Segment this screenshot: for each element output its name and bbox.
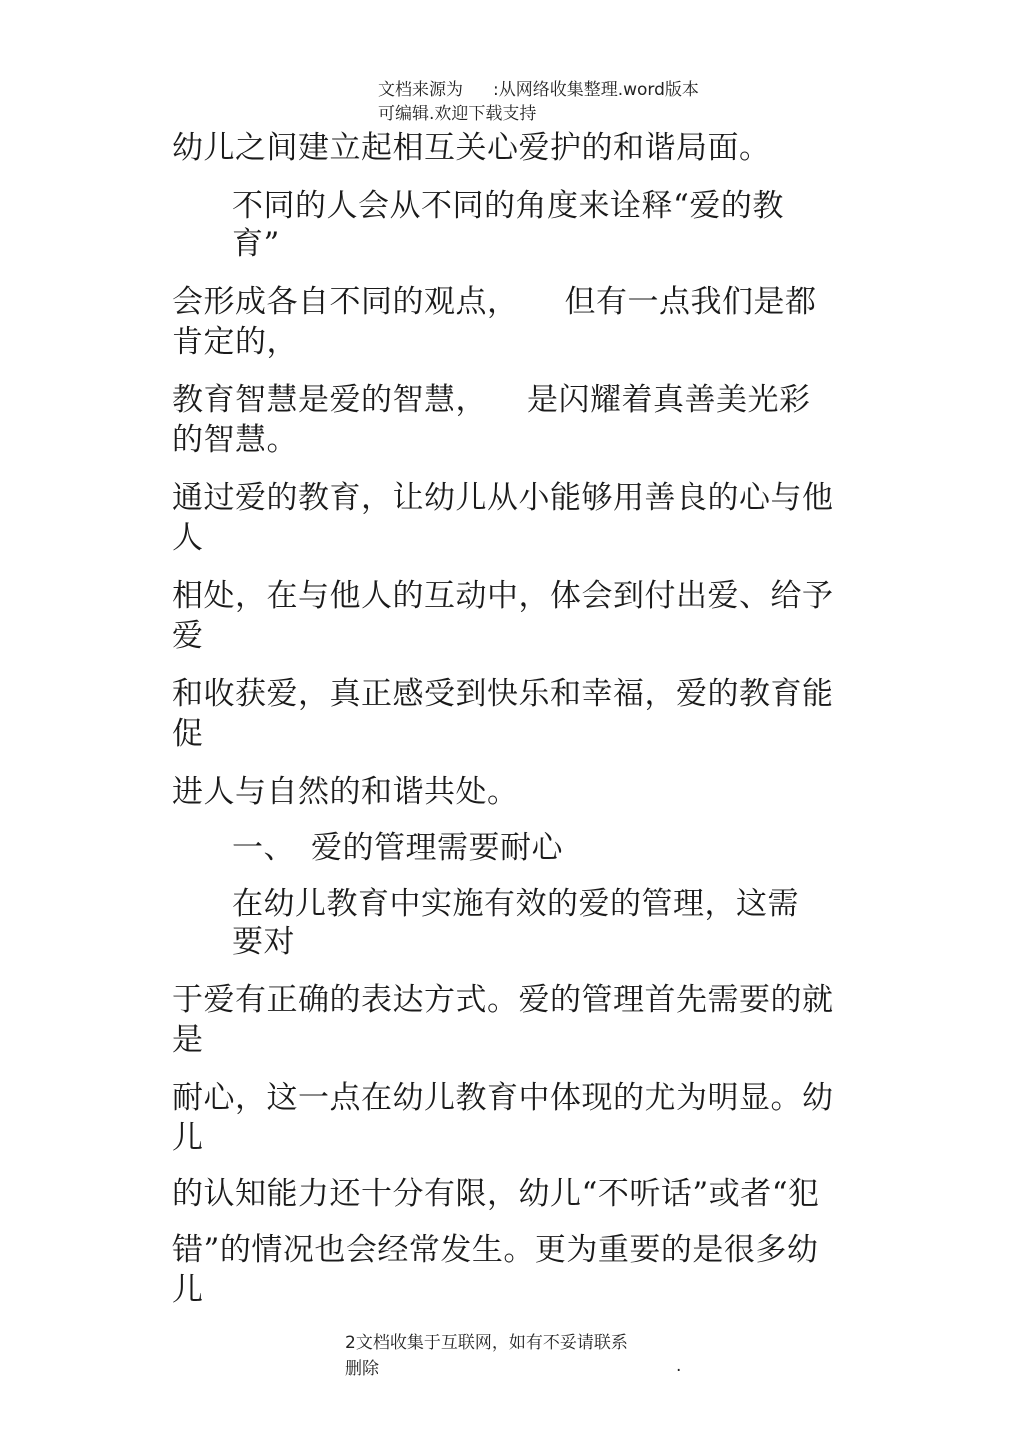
- header-source-text: :从网络收集整理.word版本: [493, 80, 699, 100]
- body-line-22: 错”的情况也会经常发生。更为重要的是很多幼: [172, 1232, 819, 1268]
- body-line-11: 爱: [172, 618, 204, 654]
- body-line-5: 肯定的，: [172, 324, 298, 360]
- footer-line-2: 删除: [345, 1359, 379, 1379]
- body-line-6b: 是闪耀着真善美光彩: [527, 382, 811, 418]
- section-heading-1: [232, 828, 563, 868]
- body-line-15: 在幼儿教育中实施有效的爱的管理，这需: [232, 886, 799, 922]
- body-line-18: 是: [172, 1022, 204, 1058]
- body-line-6a: 教育智慧是爱的智慧，: [172, 382, 487, 418]
- footer-line-1: 2文档收集于互联网，如有不妥请联系: [345, 1333, 628, 1353]
- body-line-10: 相处，在与他人的互动中，体会到付出爱、给予: [172, 578, 834, 614]
- header-source-label: 文档来源为: [378, 80, 463, 100]
- body-line-21: 的认知能力还十分有限，幼儿“不听话”或者“犯: [172, 1176, 820, 1212]
- page-footer: [345, 1330, 628, 1382]
- header-line-2: 可编辑.欢迎下载支持: [378, 104, 537, 124]
- body-line-17: 于爱有正确的表达方式。爱的管理首先需要的就: [172, 982, 834, 1018]
- body-line-8: 通过爱的教育，让幼儿从小能够用善良的心与他: [172, 480, 834, 516]
- body-line-12: 和收获爱，真正感受到快乐和幸福，爱的教育能: [172, 676, 834, 712]
- body-line-20: 儿: [172, 1120, 204, 1156]
- body-line-13: 促: [172, 716, 204, 752]
- section-heading-number: 一、: [232, 830, 295, 866]
- body-line-2: 不同的人会从不同的角度来诠释“爱的教: [232, 188, 784, 224]
- body-line-14: 进人与自然的和谐共处。: [172, 774, 519, 810]
- footer-dot: .: [676, 1356, 682, 1376]
- section-heading-title: 爱的管理需要耐心: [311, 830, 563, 866]
- body-line-4b: 但有一点我们是都: [564, 284, 817, 320]
- body-line-19: 耐心，这一点在幼儿教育中体现的尤为明显。幼: [172, 1080, 834, 1116]
- header-line-1: [378, 78, 699, 102]
- page-header: [378, 78, 699, 126]
- body-line-9: 人: [172, 520, 204, 556]
- body-line-1: 幼儿之间建立起相互关心爱护的和谐局面。: [172, 130, 771, 166]
- body-line-4a: 会形成各自不同的观点，: [172, 284, 519, 320]
- body-line-7: 的智慧。: [172, 422, 298, 458]
- body-line-4: [172, 282, 817, 322]
- body-line-23: 儿: [172, 1272, 204, 1308]
- body-line-6: [172, 380, 811, 420]
- body-line-3: 育”: [232, 226, 280, 262]
- body-line-16: 要对: [232, 924, 295, 960]
